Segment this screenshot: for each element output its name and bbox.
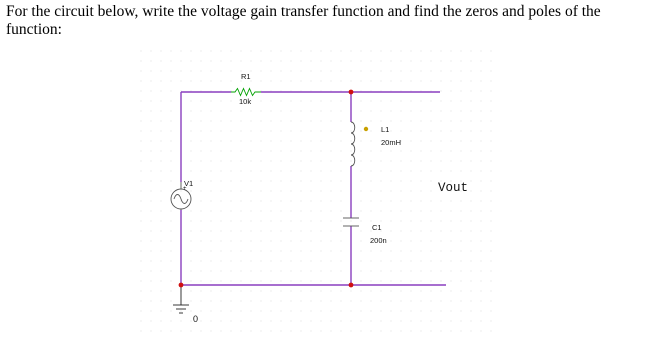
capacitor-ref-label: C1: [372, 223, 382, 232]
source-ref-label: V1: [184, 179, 194, 188]
output-label: Vout: [438, 181, 469, 195]
node-bottom-left: [179, 283, 184, 288]
inductor-polarity-dot: [364, 127, 368, 131]
node-top-junction: [349, 90, 354, 95]
node-bottom-junction: [349, 283, 354, 288]
resistor-value-label: 10k: [239, 97, 252, 106]
capacitor-value-label: 200n: [370, 236, 387, 245]
source-plus-sign: +: [183, 186, 187, 192]
ground-label: 0: [193, 314, 199, 324]
inductor-ref-label: L1: [381, 125, 390, 134]
question-text: For the circuit below, write the voltage gain transfer function and find the zeros and poles of the function:: [6, 3, 601, 38]
inductor-value-label: 20mH: [381, 138, 402, 147]
resistor-ref-label: R1: [241, 72, 251, 81]
